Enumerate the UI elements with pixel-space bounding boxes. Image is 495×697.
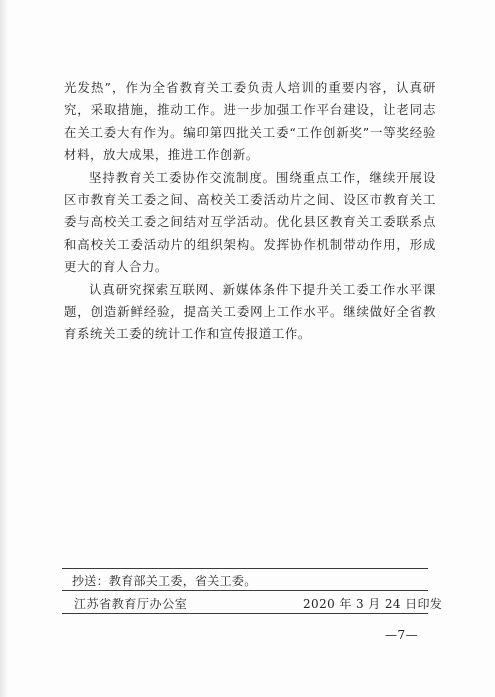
paragraph-internet-research: 认真研究探索互联网、新媒体条件下提升关工委工作水平课题，创造新鲜经验，提高关工委网上工作水平。继续做好全省教育系统关工委的统计工作和宣传报道工作。 xyxy=(64,281,436,342)
body-text xyxy=(64,77,436,346)
cc-line: 抄送：教育部关工委，省关工委。 xyxy=(72,574,257,588)
paragraph-collaboration: 坚持教育关工委协作交流制度。围绕重点工作，继续开展设区市教育关工委之间、高校关工委活动片之间、设区市教育关工委与高校关工委之间结对互学活动。优化县区教育关工委联系点和高校关工委活动片的组织架构。发挥协作机制带动作用，形成更大的育人合力。 xyxy=(64,169,436,275)
issue-date: 2020 年 3 月 24 日印发 xyxy=(303,597,443,611)
footer-middle-rule xyxy=(62,590,428,591)
issuing-office: 江苏省教育厅办公室 xyxy=(74,597,188,611)
page-number: —7— xyxy=(385,628,419,642)
footer-top-rule xyxy=(62,568,428,569)
footer-bottom-rule xyxy=(62,613,428,614)
paragraph-continuation: 光发热”，作为全省教育关工委负责人培训的重要内容，认真研究，采取措施，推动工作。进一步加强工作平台建设，让老同志在关工委大有作为。编印第四批关工委“工作创新奖”一等奖经验材料，放大成果，推进工作创新。 xyxy=(64,80,436,163)
scan-edge-shadow xyxy=(0,0,8,697)
